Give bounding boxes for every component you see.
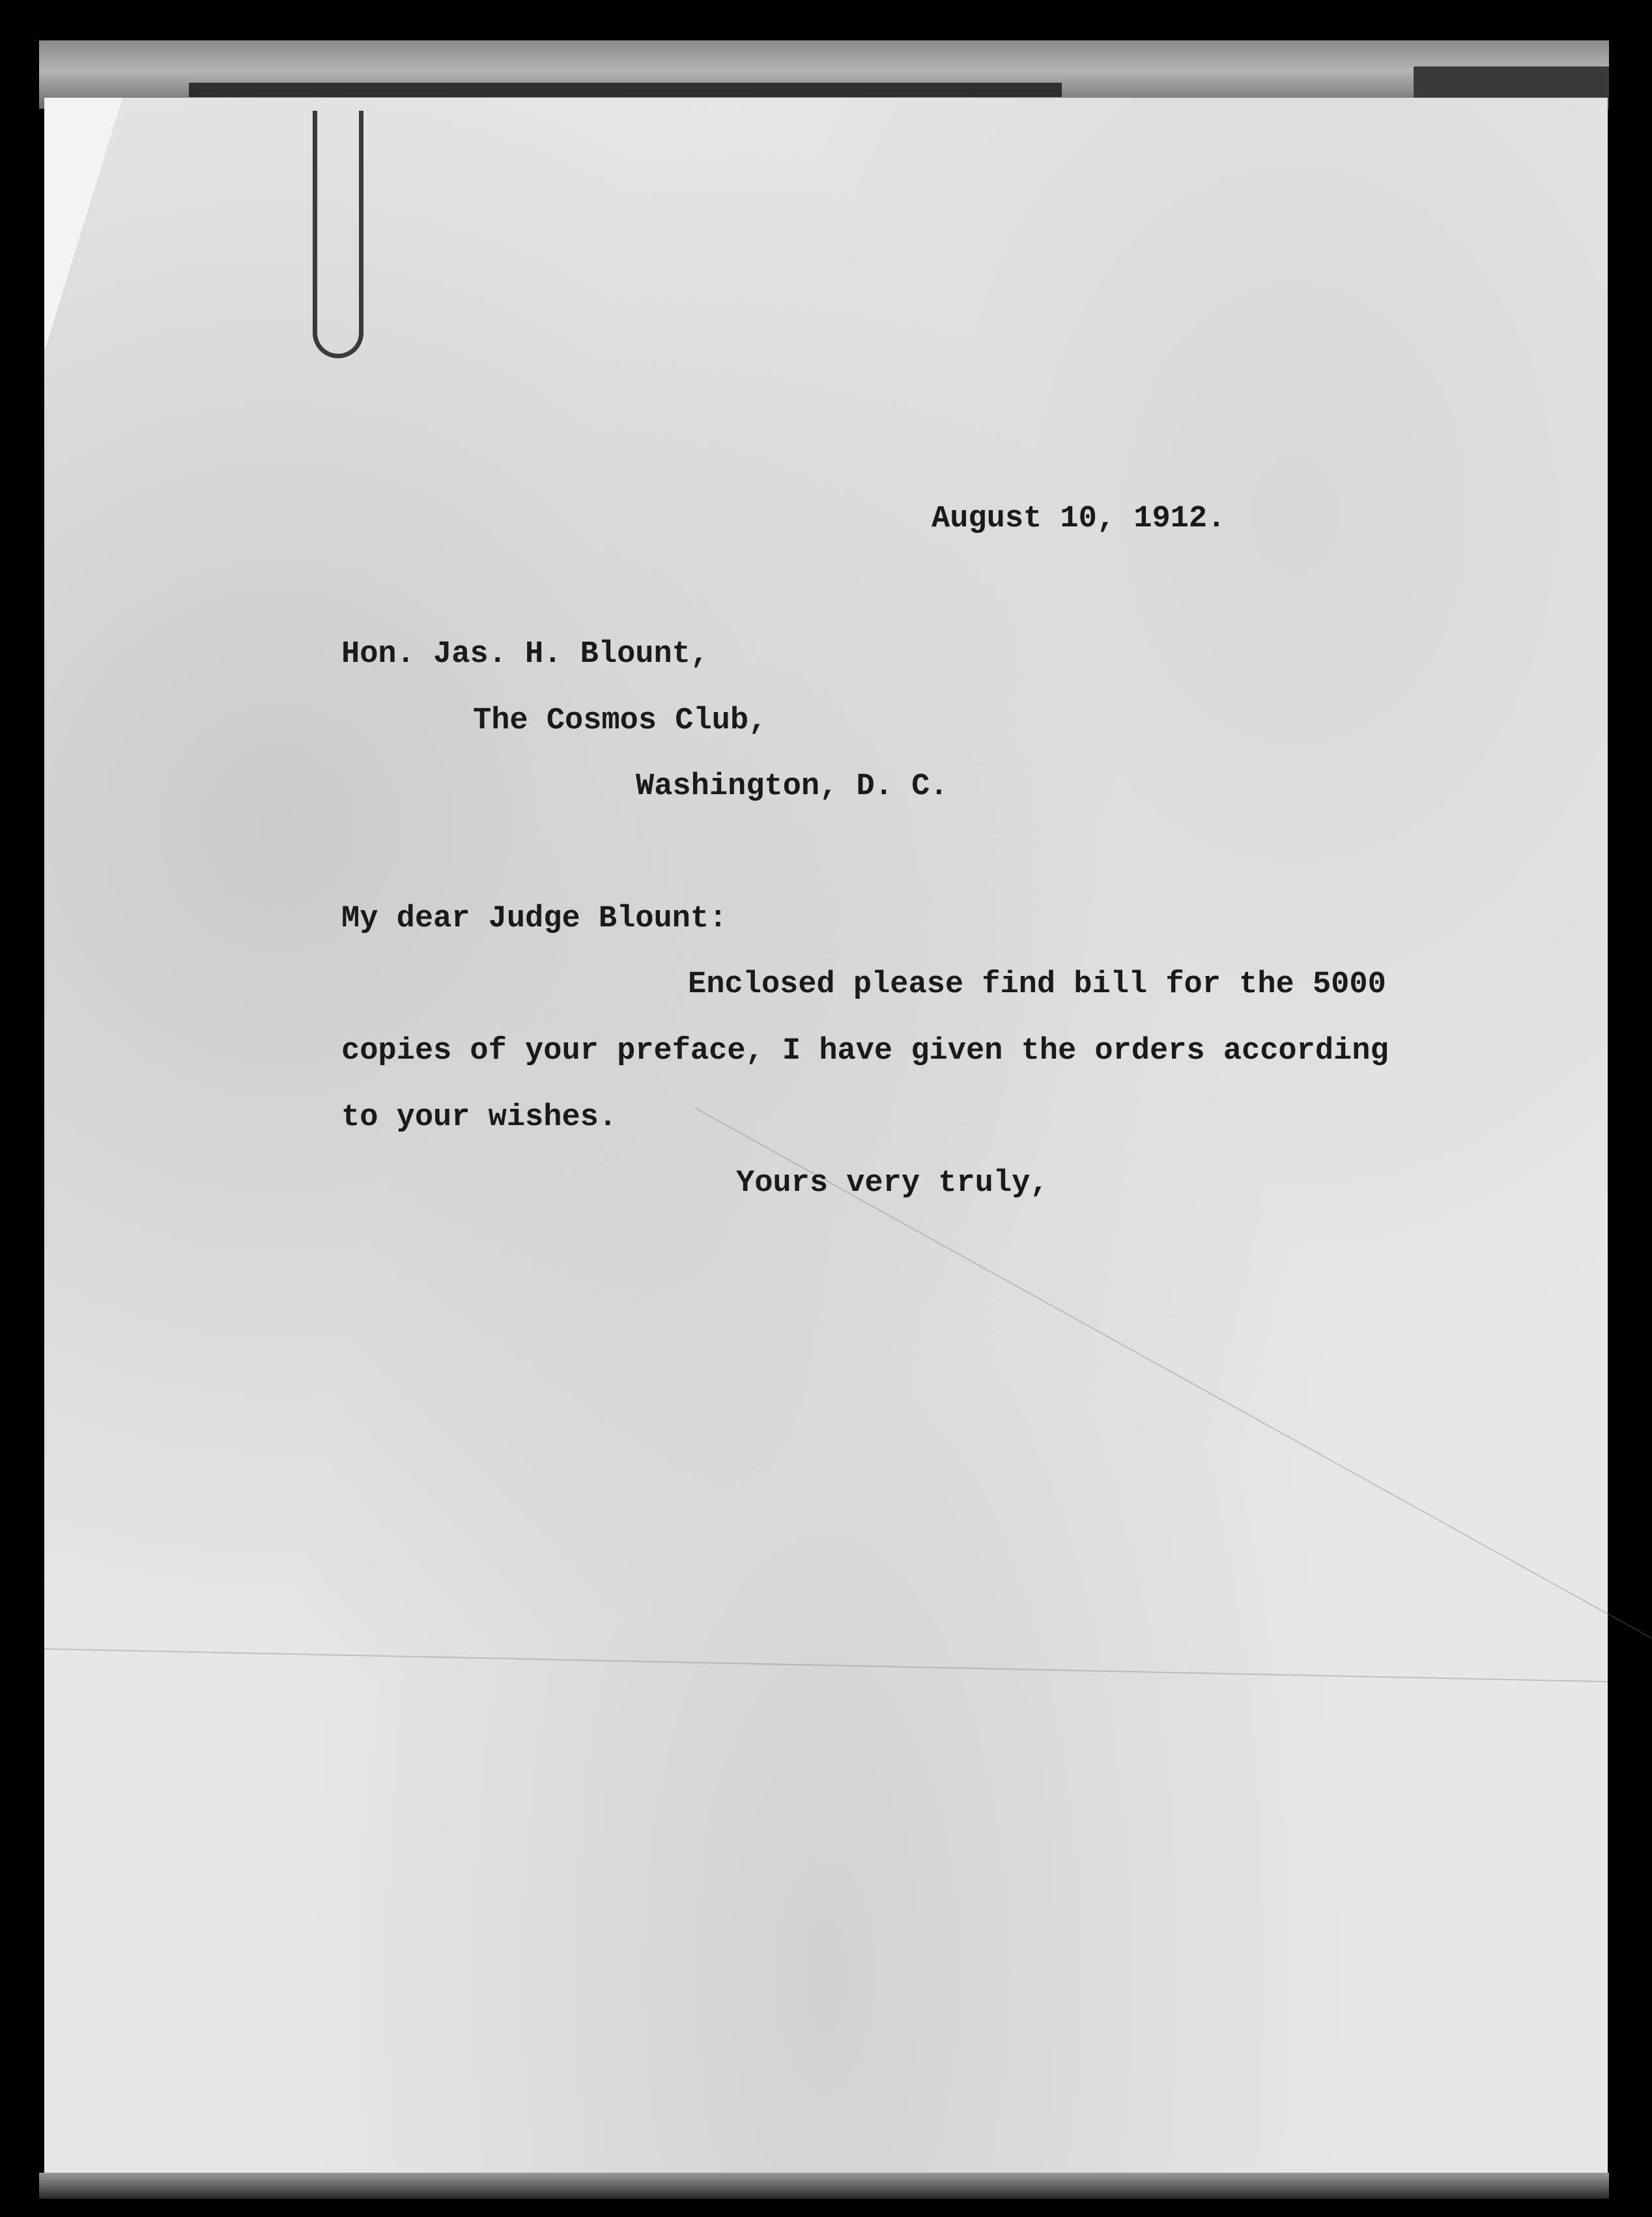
paper-clip-icon [313,111,363,358]
closing: Yours very truly, [736,1166,1049,1201]
scan-bottom-edge [39,2173,1609,2199]
body-line-2: copies of your preface, I have given the orders according [341,1034,1389,1068]
salutation: My dear Judge Blount: [341,902,728,936]
address-line-3: Washington, D. C. [636,769,948,804]
fold-line [44,1648,1608,1682]
folded-corner [44,98,122,352]
address-line-1: Hon. Jas. H. Blount, [341,637,709,672]
letter-date: August 10, 1912. [932,502,1226,536]
address-line-2: The Cosmos Club, [473,704,767,738]
scan-dark-band [189,83,1062,97]
body-line-1: Enclosed please find bill for the 5000 [688,967,1386,1002]
body-line-3: to your wishes. [341,1100,618,1135]
letter-page [44,98,1608,2182]
